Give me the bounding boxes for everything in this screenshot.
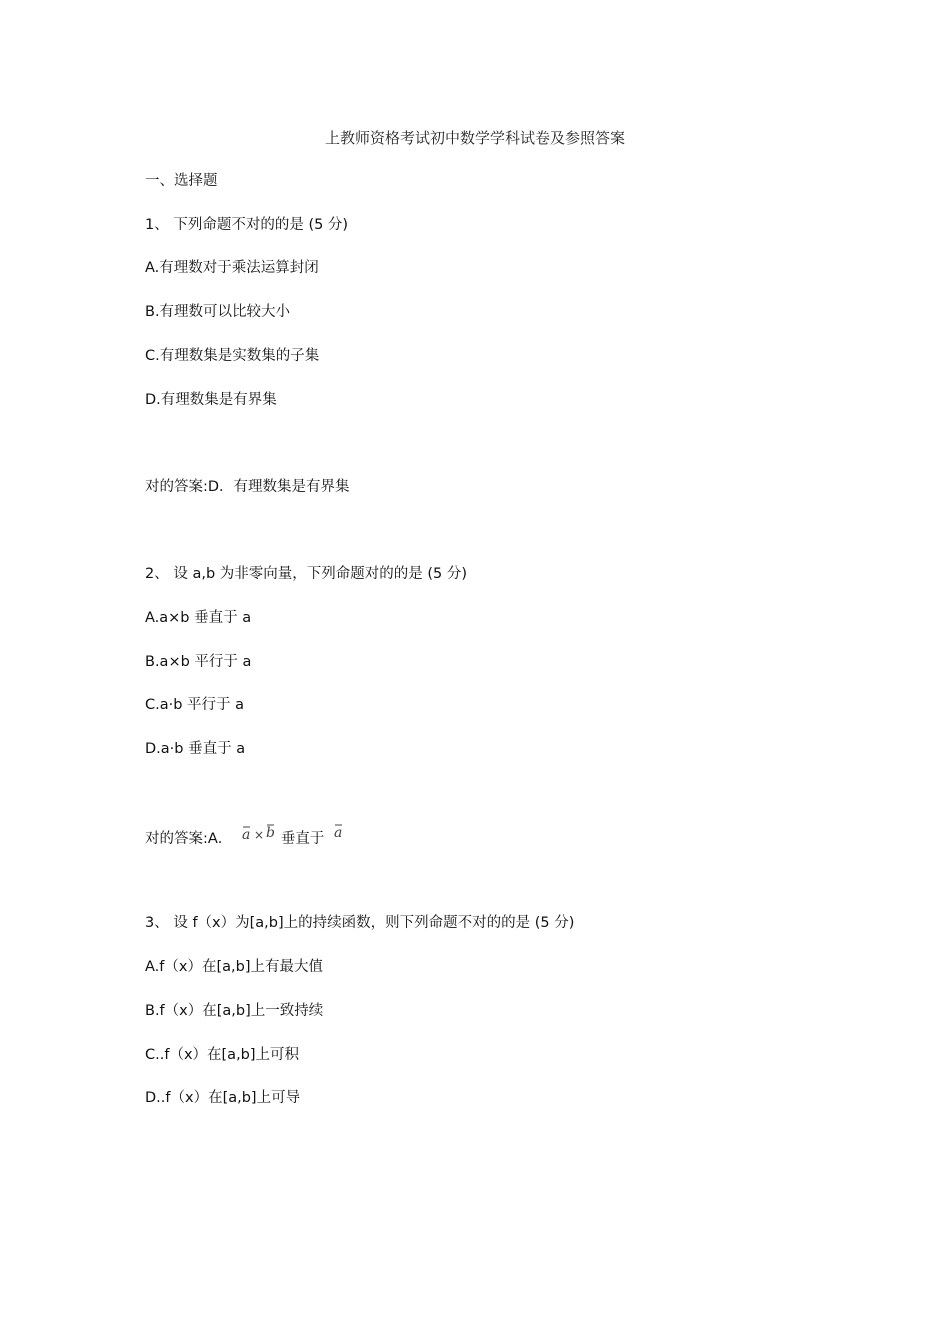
question-1-option-c: C.有理数集是实数集的子集 — [145, 348, 320, 364]
question-2-answer — [145, 825, 353, 850]
svg-text:b: b — [265, 825, 275, 841]
question-3-option-d: D..f（x）在[a,b]上可导 — [145, 1090, 301, 1106]
question-1-option-a: A.有理数对于乘法运算封闭 — [145, 260, 319, 276]
vector-a-formula — [333, 822, 349, 844]
question-2-option-b: B.a×b 平行于 a — [145, 654, 252, 670]
answer-middle: 垂直于 — [280, 831, 325, 847]
question-3-option-b: B.f（x）在[a,b]上一致持续 — [145, 1003, 324, 1019]
question-2-stem: 2、 设 a,b 为非零向量，下列命题对的的是 (5 分) — [145, 566, 468, 582]
page-title: 上教师资格考试初中数学学科试卷及参照答案 — [324, 129, 625, 147]
question-1-option-d: D.有理数集是有界集 — [145, 392, 277, 408]
svg-text:a: a — [334, 825, 343, 841]
question-3-option-c: C..f（x）在[a,b]上可积 — [145, 1047, 300, 1063]
question-2-option-c: C.a·b 平行于 a — [145, 697, 245, 713]
question-2-option-d: D.a·b 垂直于 a — [145, 741, 246, 757]
question-3-option-a: A.f（x）在[a,b]上有最大值 — [145, 959, 323, 975]
question-1-answer: 对的答案:D．有理数集是有界集 — [145, 479, 350, 495]
svg-text:a: a — [241, 827, 251, 843]
question-3-stem: 3、 设 f（x）为[a,b]上的持续函数，则下列命题不对的的是 (5 分) — [145, 915, 575, 931]
cross-product-formula — [241, 822, 277, 844]
answer-prefix: 对的答案:A． — [145, 831, 233, 847]
question-1-stem: 1、 下列命题不对的的是 (5 分) — [145, 217, 349, 233]
svg-text:×: × — [253, 828, 264, 842]
question-1-option-b: B.有理数可以比较大小 — [145, 304, 291, 320]
question-2-option-a: A.a×b 垂直于 a — [145, 610, 252, 626]
section-heading: 一、选择题 — [145, 173, 218, 189]
